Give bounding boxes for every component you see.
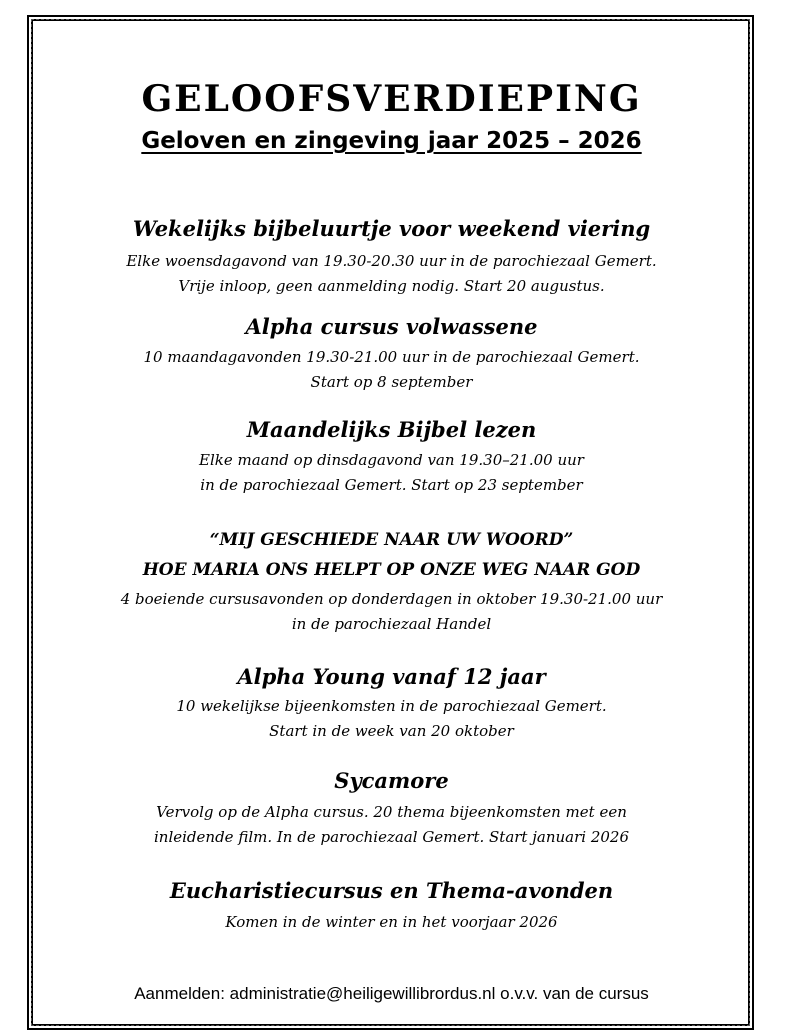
section-line: Start op 8 september xyxy=(310,373,473,391)
section-line: 10 wekelijkse bijeenkomsten in de parochiezaal Gemert. xyxy=(176,697,607,715)
page-subtitle: Geloven en zingeving jaar 2025 – 2026 xyxy=(141,128,642,154)
page-title: GELOOFSVERDIEPING xyxy=(141,78,642,120)
section-line: in de parochiezaal Gemert. Start op 23 september xyxy=(200,476,583,494)
section-line: 4 boeiende cursusavonden op donderdagen in oktober 19.30-21.00 uur xyxy=(120,590,663,608)
section-line: Elke maand op dinsdagavond van 19.30–21.00 uur xyxy=(199,451,584,469)
section-heading-sycamore: Sycamore xyxy=(334,768,449,793)
section-line: Vervolg op de Alpha cursus. 20 thema bijeenkomsten met een xyxy=(156,803,627,821)
section-line: in de parochiezaal Handel xyxy=(291,615,492,633)
section-line: Start in de week van 20 oktober xyxy=(269,722,514,740)
section-heading-alpha-young: Alpha Young vanaf 12 jaar xyxy=(237,664,546,689)
section-line: inleidende film. In de parochiezaal Gemert. Start januari 2026 xyxy=(154,828,629,846)
section-heading-monthly-bible-reading: Maandelijks Bijbel lezen xyxy=(246,417,537,442)
section-heading-maria-line-1: “MIJ GESCHIEDE NAAR UW WOORD” xyxy=(209,530,574,550)
registration-footer: Aanmelden: administratie@heiligewillibrordus.nl o.v.v. van de cursus xyxy=(134,984,649,1003)
section-heading-maria-line-2: HOE MARIA ONS HELPT OP ONZE WEG NAAR GOD xyxy=(142,560,641,580)
section-heading-eucharist-course: Eucharistiecursus en Thema-avonden xyxy=(169,878,614,903)
section-line: 10 maandagavonden 19.30-21.00 uur in de parochiezaal Gemert. xyxy=(143,348,640,366)
section-line: Elke woensdagavond van 19.30-20.30 uur in de parochiezaal Gemert. xyxy=(126,252,657,270)
section-heading-weekly-bible-hour: Wekelijks bijbeluurtje voor weekend viering xyxy=(132,216,651,241)
section-line: Vrije inloop, geen aanmelding nodig. Start 20 augustus. xyxy=(178,277,605,295)
section-line: Komen in de winter en in het voorjaar 2026 xyxy=(225,913,558,931)
page-border-inner xyxy=(31,19,750,1026)
section-heading-alpha-adults: Alpha cursus volwassene xyxy=(245,314,538,339)
